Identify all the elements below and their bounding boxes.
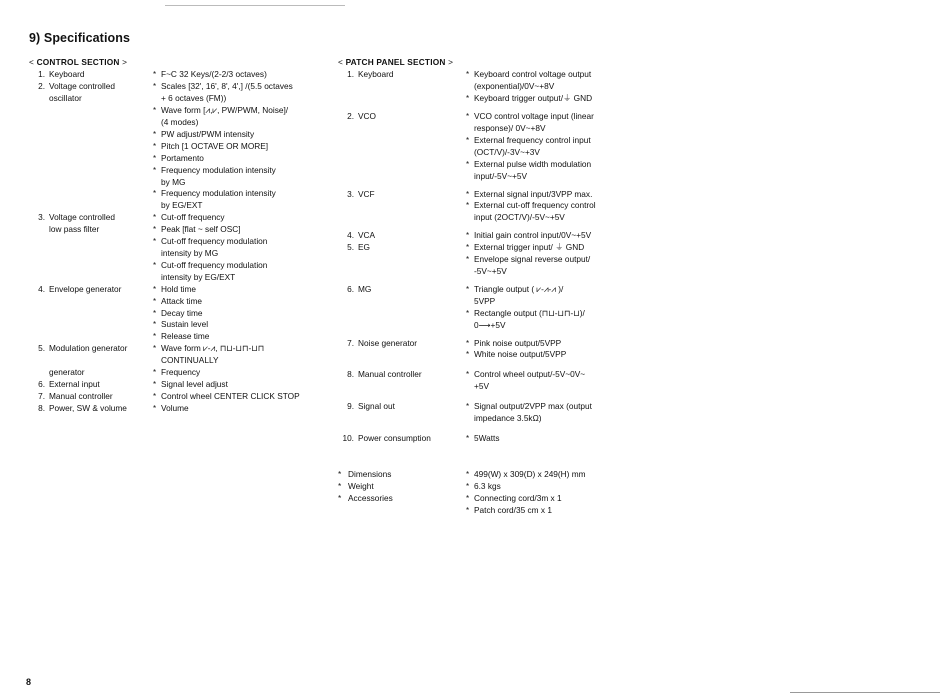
spec-line	[153, 331, 329, 343]
item-number: 3.	[38, 212, 45, 223]
bullet-mark: *	[153, 368, 157, 378]
bottom-rule	[790, 692, 940, 693]
item-label	[338, 481, 466, 493]
bullet-mark: *	[466, 402, 470, 412]
item-label-text: Voltage controlled	[49, 212, 115, 223]
spec-item	[29, 403, 329, 415]
item-number: 7.	[347, 337, 354, 348]
item-label	[338, 242, 466, 278]
item-label	[29, 343, 153, 379]
item-number: 2.	[38, 81, 45, 92]
spec-text: Hold time	[161, 283, 197, 294]
spec-text: Envelope signal reverse output/ -5V~+5V	[474, 254, 591, 276]
item-label-line2: oscillator	[49, 93, 82, 104]
spec-line	[466, 242, 628, 254]
spec-text: Decay time	[161, 307, 203, 318]
spec-text: Keyboard trigger output/⏚ GND	[474, 93, 593, 104]
item-specs	[466, 401, 628, 425]
spec-text: External frequency control input (OCT/V)/-3V~+3V	[474, 134, 591, 157]
bullet-mark: *	[153, 82, 157, 92]
bullet-mark: *	[466, 481, 470, 491]
bullet-mark: *	[466, 505, 470, 515]
spec-item	[338, 111, 628, 182]
spec-item	[29, 81, 329, 212]
spec-line	[153, 212, 329, 224]
spec-line	[466, 135, 628, 159]
bullet-mark: *	[153, 141, 157, 151]
bullet-mark: *	[338, 468, 342, 479]
spec-text: 6.3 kgs	[474, 480, 501, 491]
bullet-mark: *	[466, 370, 470, 380]
spec-line	[153, 165, 329, 189]
patch-panel-heading: < PATCH PANEL SECTION >	[338, 57, 454, 67]
item-label-line2: low pass filter	[49, 224, 100, 235]
item-specs	[153, 284, 329, 344]
spec-item	[338, 401, 628, 425]
bullet-mark: *	[153, 320, 157, 330]
item-specs	[466, 433, 628, 445]
item-number: 3.	[347, 188, 354, 199]
spec-line	[153, 105, 329, 129]
bullet-mark: *	[153, 391, 157, 401]
spec-text: Wave form [⩘,⩗, PW/PWM, Noise]/ (4 modes)	[161, 105, 289, 128]
spec-line	[153, 236, 329, 260]
item-label	[338, 111, 466, 182]
spec-line	[153, 308, 329, 320]
spec-line	[153, 188, 329, 212]
spec-line	[466, 200, 628, 224]
bullet-mark: *	[153, 129, 157, 139]
spec-text: External signal input/3VPP max.	[474, 188, 593, 199]
spec-text: Triangle output ( ⩗-⩘-⩘ )/ 5VPP	[474, 283, 564, 306]
patch-panel-section	[338, 57, 628, 517]
bullet-mark: *	[153, 165, 157, 175]
item-specs	[466, 469, 628, 481]
spec-line	[153, 224, 329, 236]
spec-text: 5Watts	[474, 432, 500, 443]
spec-line	[466, 349, 628, 361]
item-specs	[466, 481, 628, 493]
item-number: 5.	[38, 343, 45, 354]
item-label-text: Keyboard	[358, 69, 394, 80]
item-label-text: Power, SW & volume	[49, 402, 127, 413]
item-label	[338, 69, 466, 105]
spec-text: Pink noise output/5VPP	[474, 337, 562, 348]
bullet-mark: *	[153, 213, 157, 223]
item-specs	[466, 284, 628, 332]
bullet-mark: *	[466, 70, 470, 80]
bullet-mark: *	[153, 106, 157, 116]
bullet-mark: *	[153, 308, 157, 318]
item-label-text: Keyboard	[49, 69, 85, 80]
spec-line	[466, 469, 628, 481]
bullet-mark: *	[153, 225, 157, 235]
item-label	[338, 230, 466, 242]
spec-line	[153, 296, 329, 308]
item-number: 9.	[347, 401, 354, 412]
bullet-mark: *	[466, 94, 470, 104]
bullet-mark: *	[466, 433, 470, 443]
item-specs	[466, 338, 628, 362]
item-label	[29, 81, 153, 212]
spec-line	[466, 308, 628, 332]
general-specs	[338, 469, 628, 517]
item-number: 4.	[38, 283, 45, 294]
item-number: 4.	[347, 230, 354, 241]
spec-line	[466, 93, 628, 105]
spec-line	[153, 81, 329, 105]
spec-line	[153, 367, 329, 379]
item-label	[338, 469, 466, 481]
item-label	[29, 379, 153, 391]
bullet-mark: *	[153, 153, 157, 163]
item-label	[338, 401, 466, 425]
spec-item	[338, 469, 628, 481]
spec-line	[466, 401, 628, 425]
spec-line	[466, 189, 628, 201]
spec-item	[338, 338, 628, 362]
item-specs	[153, 81, 329, 212]
item-label-text: Dimensions	[348, 468, 392, 479]
patch-panel-items	[338, 69, 628, 444]
spec-line	[466, 284, 628, 308]
item-specs	[466, 230, 628, 242]
item-label	[29, 69, 153, 81]
spec-text: Portamento	[161, 152, 204, 163]
spec-text: Volume	[161, 402, 189, 413]
item-label-text: VCF	[358, 188, 375, 199]
item-label-text: Accessories	[348, 492, 393, 503]
item-label-text: Signal out	[358, 401, 395, 412]
spec-text: F~C 32 Keys/(2-2/3 octaves)	[161, 69, 267, 80]
bullet-mark: *	[466, 338, 470, 348]
bullet-mark: *	[466, 308, 470, 318]
item-specs	[466, 242, 628, 278]
item-number: 6.	[347, 283, 354, 294]
spec-line	[466, 433, 628, 445]
bullet-mark: *	[466, 201, 470, 211]
spec-line	[153, 141, 329, 153]
spec-line	[153, 319, 329, 331]
item-label-text: Voltage controlled	[49, 81, 115, 92]
page-number: 8	[26, 677, 32, 687]
item-specs	[153, 391, 329, 403]
item-specs	[153, 379, 329, 391]
spec-line	[466, 230, 628, 242]
bullet-mark: *	[466, 135, 470, 145]
spec-line	[466, 254, 628, 278]
spec-text: Frequency modulation intensity by EG/EXT	[161, 188, 276, 211]
spec-line	[466, 493, 628, 505]
spec-text: Signal output/2VPP max (output impedance 3.5kΩ)	[474, 401, 592, 424]
spec-line	[466, 369, 628, 393]
spec-line	[466, 338, 628, 350]
item-label-text: Weight	[348, 480, 374, 491]
spec-item	[338, 284, 628, 332]
bullet-mark: *	[153, 332, 157, 342]
item-number: 1.	[38, 69, 45, 80]
bullet-mark: *	[338, 480, 342, 491]
bullet-mark: *	[153, 296, 157, 306]
spec-text: Scales [32', 16', 8', 4',] /(5.5 octaves + 6 octaves (FM))	[161, 81, 293, 104]
item-number: 1.	[347, 69, 354, 80]
spec-line	[466, 159, 628, 183]
spec-text: Wave form ⩗-⩘, ⊓⊔-⊔⊓-⊔⊓ CONTINUALLY	[161, 343, 265, 366]
bullet-mark: *	[153, 403, 157, 413]
section-spacer	[338, 445, 628, 469]
spec-line	[466, 481, 628, 493]
spec-text: Rectangle output (⊓⊔-⊔⊓-⊔)/ 0⟶+5V	[474, 307, 585, 330]
item-label-text: EG	[358, 242, 370, 253]
spec-item	[29, 379, 329, 391]
spec-item	[29, 343, 329, 379]
spec-item	[338, 433, 628, 445]
item-label	[338, 493, 466, 517]
item-label	[338, 189, 466, 225]
spec-text: External trigger input/ ⏚ GND	[474, 242, 585, 253]
item-number: 10.	[342, 432, 354, 443]
item-specs	[466, 111, 628, 182]
spec-text: Patch cord/35 cm x 1	[474, 504, 552, 515]
item-label-text: MG	[358, 283, 372, 294]
spec-line	[153, 260, 329, 284]
item-label	[338, 369, 466, 393]
bullet-mark: *	[466, 284, 470, 294]
bullet-mark: *	[153, 344, 157, 354]
spec-item	[338, 369, 628, 393]
bullet-mark: *	[153, 260, 157, 270]
spec-line	[153, 153, 329, 165]
spec-line	[153, 129, 329, 141]
bullet-mark: *	[466, 469, 470, 479]
item-label	[29, 403, 153, 415]
spec-text: Cut-off frequency modulation intensity by EG/EXT	[161, 259, 268, 282]
item-label	[338, 433, 466, 445]
control-section	[29, 57, 329, 415]
item-specs	[466, 493, 628, 517]
bullet-mark: *	[466, 350, 470, 360]
item-label-text: Modulation generator	[49, 343, 128, 354]
spec-text: Connecting cord/3m x 1	[474, 492, 562, 503]
bullet-mark: *	[153, 379, 157, 389]
spec-item	[338, 189, 628, 225]
item-specs	[153, 403, 329, 415]
spec-line	[153, 343, 329, 367]
item-specs	[153, 212, 329, 283]
spec-text: Control wheel output/-5V~0V~ +5V	[474, 369, 586, 392]
spec-text: 499(W) x 309(D) x 249(H) mm	[474, 468, 586, 479]
item-label	[29, 391, 153, 403]
item-label	[29, 212, 153, 283]
spec-line	[153, 403, 329, 415]
spec-text: Sustain level	[161, 319, 209, 330]
bullet-mark: *	[153, 284, 157, 294]
spec-item	[338, 481, 628, 493]
spec-text: Peak [flat ~ self OSC]	[161, 224, 241, 235]
bullet-mark: *	[153, 70, 157, 80]
spec-line	[153, 284, 329, 296]
item-specs	[466, 369, 628, 393]
item-sub-label: generator	[49, 367, 85, 378]
bullet-mark: *	[466, 255, 470, 265]
spec-item	[29, 69, 329, 81]
label-spacer	[29, 355, 153, 367]
spec-text: Keyboard control voltage output (exponential)/0V~+8V	[474, 69, 592, 92]
item-label	[29, 284, 153, 344]
spec-item	[29, 391, 329, 403]
control-section-heading: < CONTROL SECTION >	[29, 57, 128, 67]
bullet-mark: *	[153, 189, 157, 199]
spec-line	[466, 505, 628, 517]
spec-item	[338, 69, 628, 105]
spec-text: PW adjust/PWM intensity	[161, 128, 255, 139]
item-number: 8.	[38, 402, 45, 413]
item-label-text: External input	[49, 378, 100, 389]
item-specs	[466, 69, 628, 105]
item-label-text: VCO	[358, 111, 376, 122]
item-label-text: Manual controller	[358, 369, 422, 380]
item-specs	[153, 343, 329, 379]
bullet-mark: *	[466, 243, 470, 253]
item-label-text: Envelope generator	[49, 283, 122, 294]
spec-item	[29, 212, 329, 283]
bullet-mark: *	[466, 112, 470, 122]
spec-text: Pitch [1 OCTAVE OR MORE]	[161, 140, 269, 151]
spec-text: Frequency	[161, 367, 201, 378]
spec-text: Frequency modulation intensity by MG	[161, 164, 276, 187]
item-number: 7.	[38, 390, 45, 401]
spec-line	[153, 391, 329, 403]
spec-text: Initial gain control input/0V~+5V	[474, 230, 592, 241]
spec-line	[153, 379, 329, 391]
spec-item	[338, 493, 628, 517]
spec-text: Signal level adjust	[161, 378, 228, 389]
item-number: 8.	[347, 369, 354, 380]
bullet-mark: *	[153, 237, 157, 247]
page-title: 9) Specifications	[29, 31, 131, 45]
item-number: 2.	[347, 111, 354, 122]
item-label-text: Noise generator	[358, 337, 418, 348]
spec-text: Cut-off frequency	[161, 212, 225, 223]
item-specs	[153, 69, 329, 81]
bullet-mark: *	[466, 189, 470, 199]
control-section-items	[29, 69, 329, 414]
item-label	[338, 338, 466, 362]
spec-text: External cut-off frequency control input (2OCT/V)/-5V~+5V	[474, 200, 596, 223]
bullet-mark: *	[466, 159, 470, 169]
spec-text: Cut-off frequency modulation intensity by MG	[161, 236, 268, 258]
spec-text: Control wheel CENTER CLICK STOP	[161, 390, 300, 401]
bullet-mark: *	[338, 492, 342, 503]
item-label-text: Power consumption	[358, 432, 431, 443]
bullet-mark: *	[466, 493, 470, 503]
spec-text: VCO control voltage input (linear response)/ 0V~+8V	[474, 111, 594, 134]
spec-text: Release time	[161, 331, 210, 342]
spec-item	[29, 284, 329, 344]
spec-item	[338, 242, 628, 278]
spec-line	[466, 69, 628, 93]
spec-line	[153, 69, 329, 81]
item-label	[338, 284, 466, 332]
bullet-mark: *	[466, 231, 470, 241]
item-specs	[466, 189, 628, 225]
spec-text: Attack time	[161, 295, 203, 306]
item-label-text: VCA	[358, 230, 376, 241]
spec-item	[338, 230, 628, 242]
top-rule	[165, 5, 345, 6]
spec-text: White noise output/5VPP	[474, 349, 567, 360]
item-number: 6.	[38, 378, 45, 389]
item-number: 5.	[347, 242, 354, 253]
spec-text: External pulse width modulation input/-5V~+5V	[474, 158, 592, 181]
spec-line	[466, 111, 628, 135]
item-label-text: Manual controller	[49, 390, 113, 401]
